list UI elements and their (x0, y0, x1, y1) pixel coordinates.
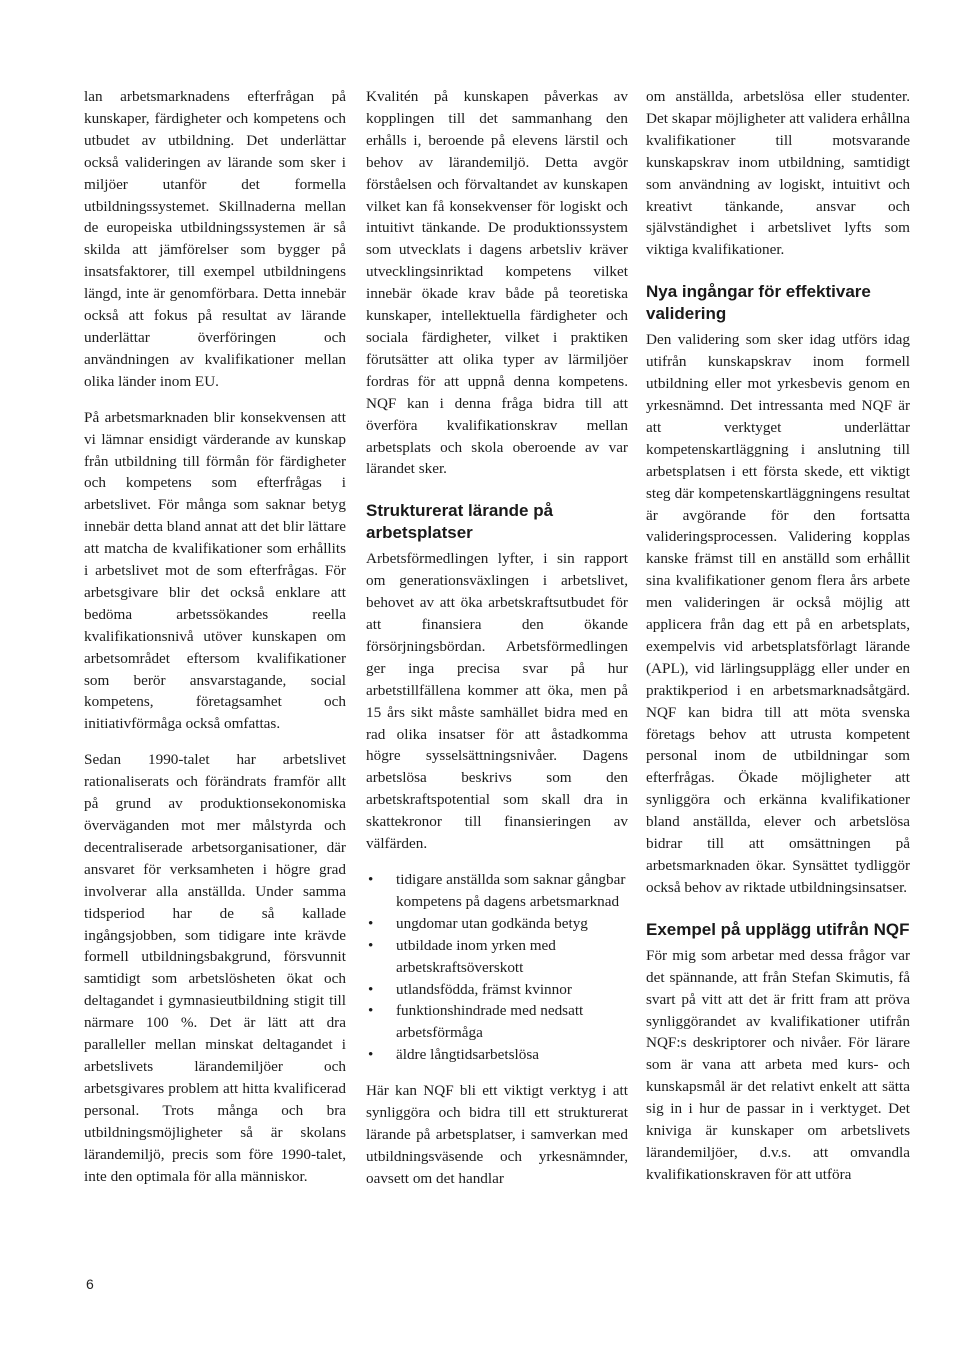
paragraph: Kvalitén på kunskapen påverkas av kopplingen till det sammanhang den erhålls i, beroende på elevens lärstil och behov av lärandemiljö. Detta avgör förståelsen och förvaltandet av kunskapen vilket kan få konsekvenser för logiskt och intuitivt tänkande. De produktionssystem som utvecklats i dagens arbetsliv kräver utvecklingsinriktad kompetens vilket innebär ökade krav både på teoretiska kunskaper, intellektuella färdigheter och sociala färdigheter, vilket i praktiken förutsätter att olika typer av lärmiljöer fordras för att uppnå denna kompetens. NQF kan i denna fråga bidra till att överföra kvalifikationskrav mellan arbetsplats och skola oberoende av var lärandet sker. (366, 88, 628, 478)
section-heading: Strukturerat lärande på arbetsplatser (366, 501, 554, 543)
paragraph: Sedan 1990-talet har arbetslivet rationaliserats och förändrats framför allt på grund av produktionsekonomiska överväganden mot mer målstyrda och decentraliserade arbetsorganisationer, där ansvaret för verksamheten i högre grad involverar alla anställda. Under samma tidsperiod har de så kallade ingångsjobben, som tidigare inte krävde formell utbildningsbakgrund, försvunnit samtidigt som arbetslösheten ökat och deltagandet i gymnasieutbildning stigit till närmare 100 %. Det är lätt att dra paralleller mellan minskat deltagandet i arbetslivets lärandemiljöer och arbetsgivares problem att hitta kvalificerad personal. Trots många och bra utbildningsmöjligheter så är skolans lärandemiljö, precis som före 1990-talet, inte den optimala för alla människor. (84, 751, 346, 1185)
text-column-1 (84, 86, 346, 1201)
list-item: • äldre långtidsarbetslösa (366, 1044, 628, 1066)
paragraph: För mig som arbetar med dessa frågor var det spännande, att från Stefan Skimutis, få svart på vitt att det är fritt fram att pröva synliggörandet av kvalifikationer utifrån NQF:s deskriptorer och nivåer. För lärare som är vana att arbeta med kurs- och kunskapsmål är det relativt enkelt att sätta sig in i hur de passar in i verktyget. Det kniviga är kunskaper om arbetslivets lärandemiljöer, d.v.s. att omvandla kvalifikationskraven för att utföra (646, 946, 910, 1183)
list-item: • tidigare anställda som saknar gångbar kompetens på dagens arbetsmarknad (366, 869, 628, 913)
list-item: • utbildade inom yrken med arbetskraftsöverskott (366, 935, 628, 979)
list-item: • funktionshindrade med nedsatt arbetsförmåga (366, 1000, 628, 1044)
text-column-3 (646, 86, 910, 1200)
paragraph: lan arbetsmarknadens efterfrågan på kunskaper, färdigheter och kompetens och utbudet av utbildning. Det underlättar också valideringen av lärande som sker i miljöer utanför det formella utbildningssystemet. Skillnaderna mellan de europeiska utbildningssystemen är så skilda att jämförelser som bygger på insatsfaktorer, till exempel utbildningens längd, inte är genomförbara. Detta innebär också att fokus på resultat av lärande underlättar överföringen och användningen av kvalifikationer mellan olika länder inom EU. (84, 88, 346, 390)
paragraph: Arbetsförmedlingen lyfter, i sin rapport om generationsväxlingen i arbetslivet, behovet av att öka arbetskraftsutbudet för att finansiera den ökande försörjningsbördan. Arbetsförmedlingen ger inga precisa svar på hur arbetstillfällena kommer att öka, men på 15 års sikt måste samhället bidra med en rad olika insatser för att åstadkomma högre sysselsättningsnivåer. Dagens arbetslösa beskrivs som den arbetskraftspotential som skall dra in skattekronor till finansieringen av välfärden. (366, 550, 628, 853)
paragraph: om anställda, arbetslösa eller studenter. Det skapar möjligheter att validera erhållna kvalifikationer till motsvarande kunskapskrav inom utbildning, samtidigt som användning av logiskt, intuitivt och kreativt tänkande, ansvar och självständighet i arbetslivet lyfts som viktiga kvalifikationer. (646, 88, 910, 259)
paragraph: Den validering som sker idag utförs idag utifrån kunskapskrav inom formell utbildning eller mot yrkesbevis genom en yrkesnämnd. Det intressanta med NQF är att verktyget underlättar kompetenskartläggning i anslutning till arbetsplatsen i ett första skede, ett viktigt steg där kompetenskartläggningens resultat är avgörande för den fortsatta valideringsprocessen. Validering kopplas kanske främst till en anställd som erhållit sina kvalifikationer genom flera års arbete men valideringen är också möjlig att applicera från dag ett på en arbetsplats, exempelvis vid arbetsplatsförlagt lärande (APL), vid lärlingsupplägg eller under en praktikperiod i en arbetsmarknadsåtgärd. NQF kan bidra till att möta svenska företags behov att utrusta kompetent personal inom de utbildningar som efterfrågas. Ökade möjligheter att synliggöra och erkänna kvalifikationer bland anställda, elever och arbetslösa bidrar till att omsättningen på arbetsmarknaden ökar. Synsättet tydliggör också behov av riktade utbildningsinsatser. (646, 331, 910, 896)
section-heading: Exempel på upplägg utifrån NQF (646, 919, 910, 939)
section-heading: Nya ingångar för effektivare validering (646, 282, 871, 324)
page-number: 6 (86, 1276, 94, 1292)
list-item: • ungdomar utan godkända betyg (366, 913, 628, 935)
bullet-list (366, 869, 628, 1066)
paragraph: På arbetsmarknaden blir konsekvensen att vi lämnar ensidigt värderande av kunskap från utbildning till förmån för färdigheter och kompetens som efterfrågas i arbetslivet. För många som saknar betyg innebär detta bland annat att det blir lättare att matcha de kvalifikationer som erhållits i arbetslivet mot de som efterfrågas. För arbetsgivare blir det också enklare att bedöma arbetssökandes reella kvalifikationsnivå utöver kunskapen om arbetsområdet eftersom kvalifikationer som berör ansvarstagande, social kompetens, företagsamhet och initiativförmåga också omfattas. (84, 408, 346, 733)
list-item: • utlandsfödda, främst kvinnor (366, 979, 628, 1001)
paragraph: Här kan NQF bli ett viktigt verktyg i att synliggöra och bidra till ett strukturerat lärande på arbetsplatser, i samverkan med utbildningsväsende och yrkesnämnder, oavsett om det handlar (366, 1082, 628, 1187)
text-column-2 (366, 86, 628, 1204)
